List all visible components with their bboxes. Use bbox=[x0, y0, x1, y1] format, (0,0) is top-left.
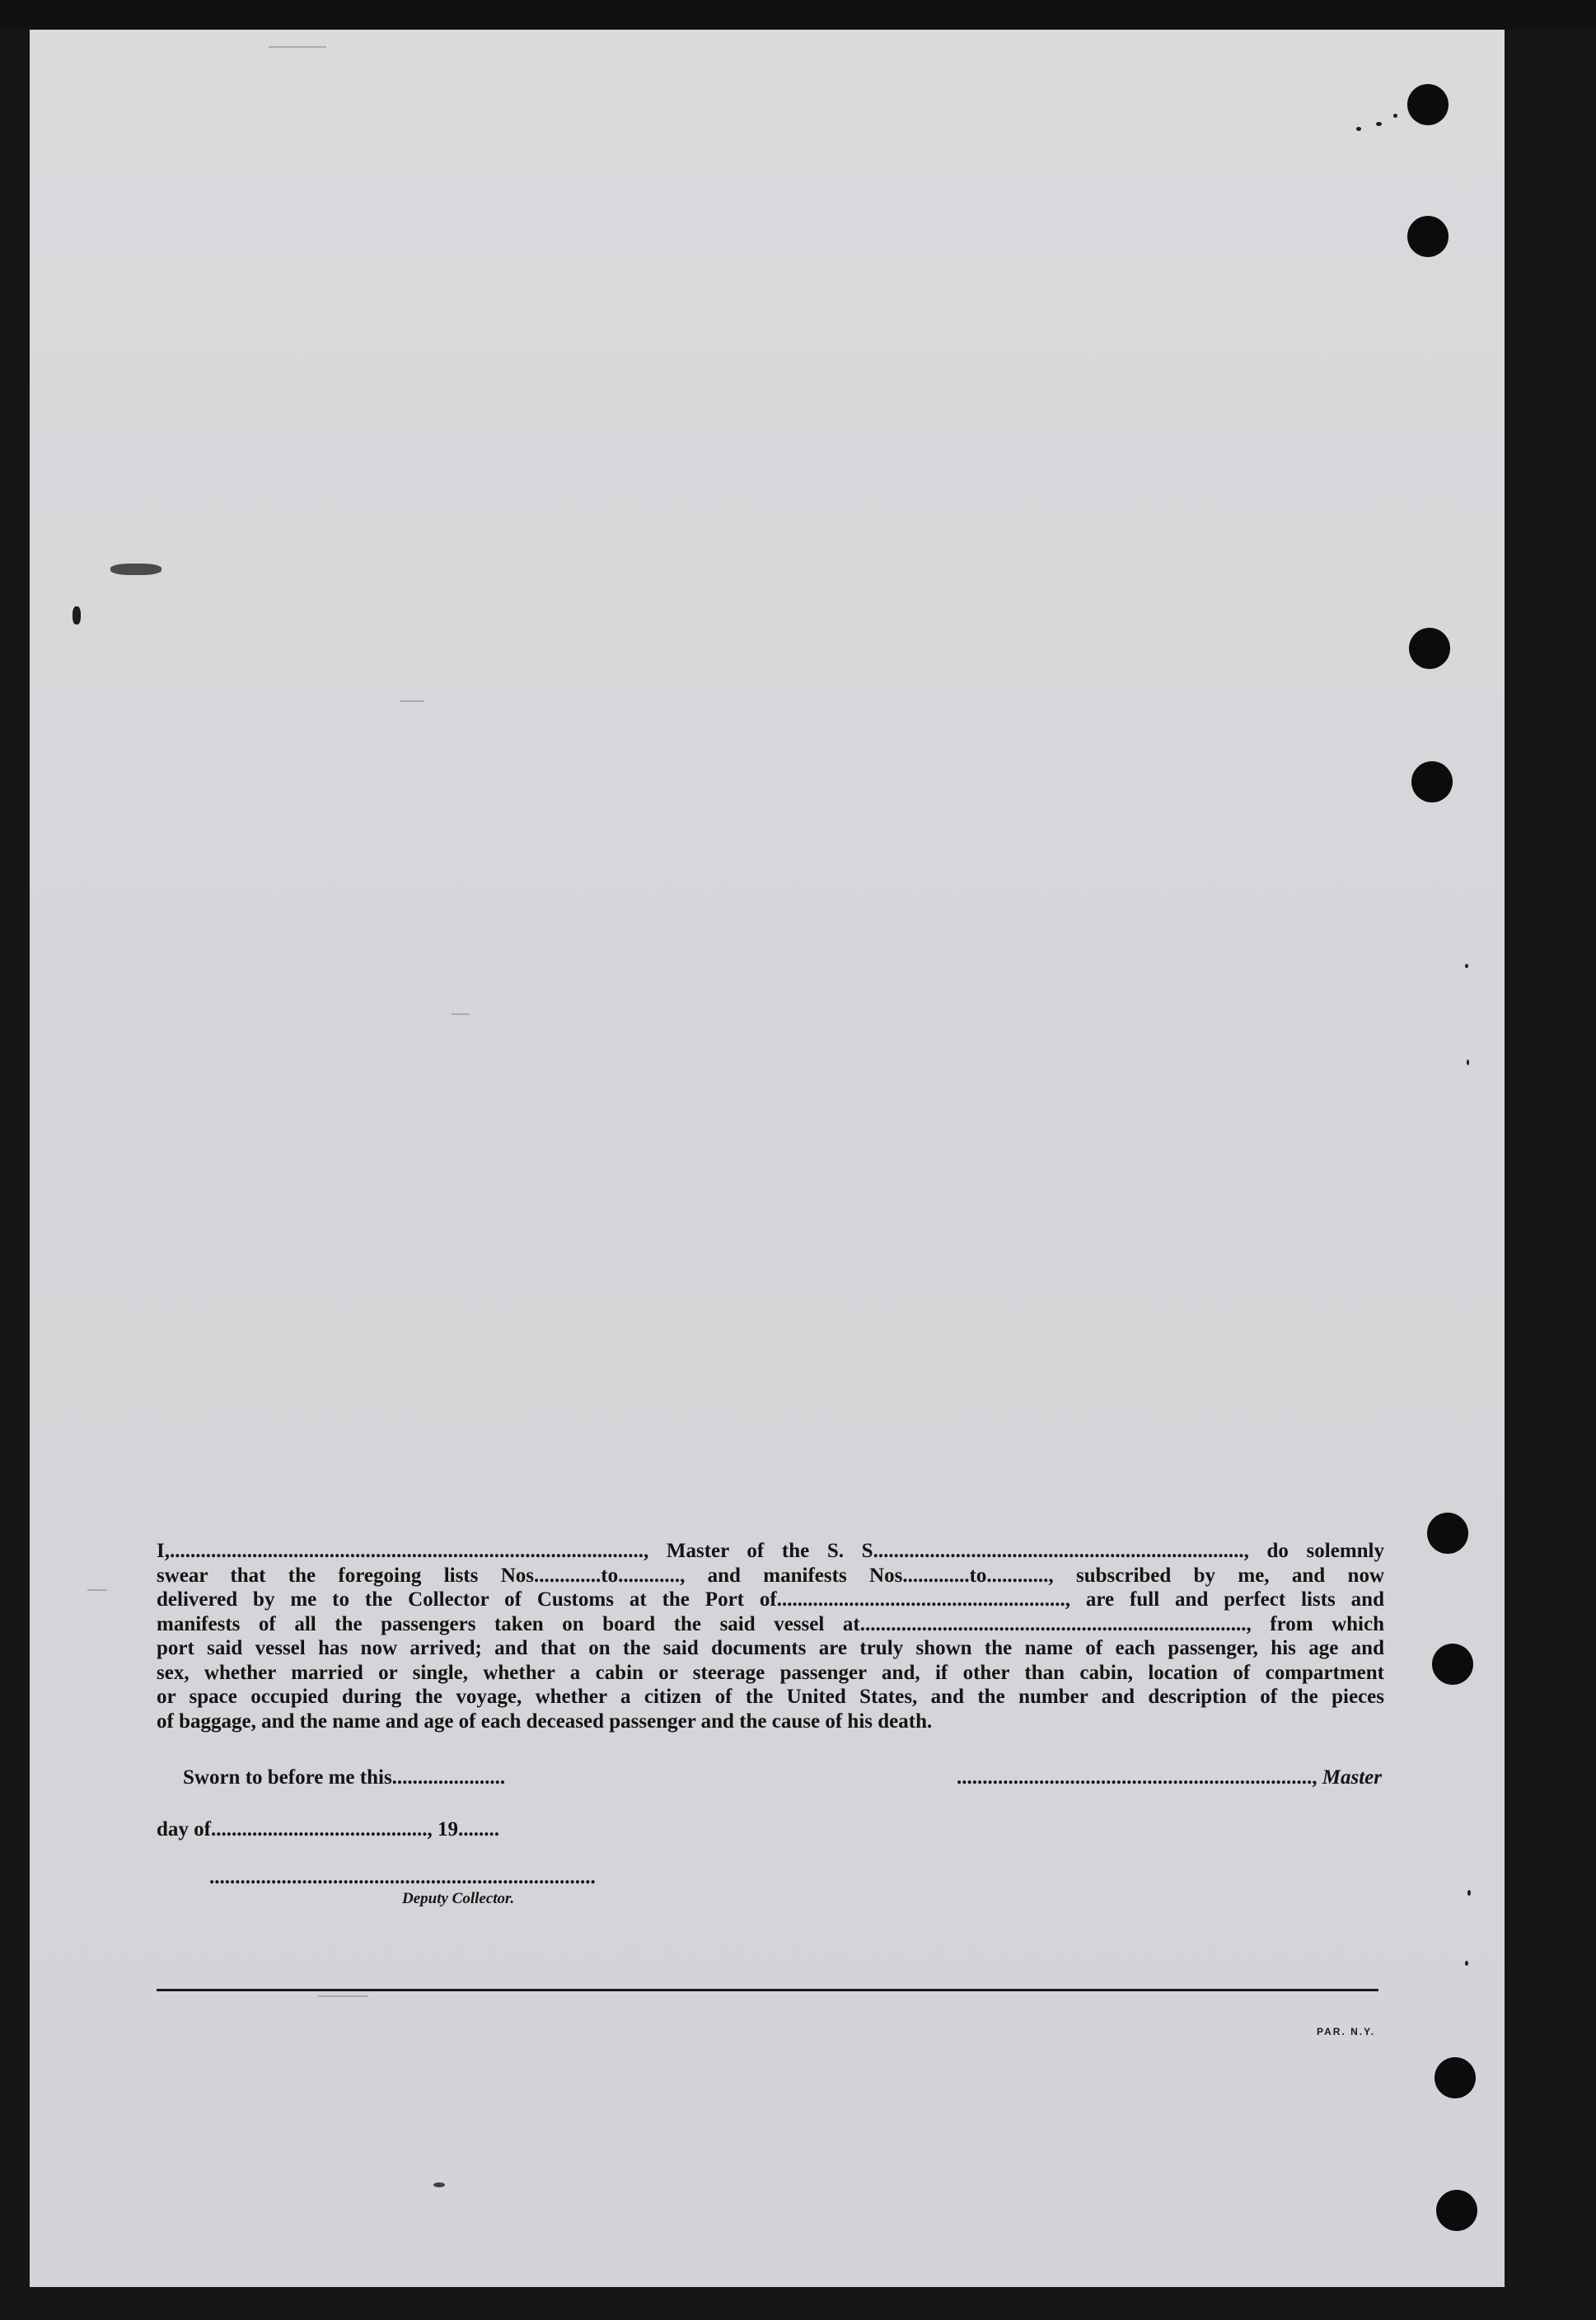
binder-hole bbox=[1409, 628, 1450, 669]
horizontal-rule bbox=[157, 1989, 1378, 1991]
ink-speck bbox=[433, 2182, 445, 2187]
oath-line: manifests of all the passengers taken on board the said vessel at..........................................................................., from which bbox=[157, 1612, 1384, 1635]
oath-line: delivered by me to the Collector of Customs at the Port of........................................................, are full and perfect lists and bbox=[157, 1588, 1384, 1611]
binder-hole bbox=[1407, 84, 1449, 125]
manifest-page bbox=[30, 30, 1505, 2287]
ink-speck bbox=[1467, 1890, 1471, 1896]
binder-hole bbox=[1435, 2057, 1476, 2098]
faint-mark bbox=[452, 1013, 470, 1015]
ink-speck bbox=[1465, 1961, 1468, 1966]
deputy-signature-dots: ........................................................................... bbox=[209, 1866, 596, 1888]
printer-mark: PAR. N.Y. bbox=[1317, 2026, 1376, 2037]
sworn-before-line: Sworn to before me this...................... bbox=[183, 1766, 506, 1789]
oath-paragraph bbox=[157, 1539, 1384, 1733]
master-signature-dots: ....................................................................., bbox=[957, 1766, 1318, 1789]
binder-hole bbox=[1427, 1513, 1468, 1554]
binder-hole bbox=[1407, 216, 1449, 257]
ink-speck bbox=[1467, 1059, 1469, 1065]
binder-hole bbox=[1411, 761, 1453, 802]
oath-line: I,............................................................................................, Master of the S. S........................................................................, do solemnly bbox=[157, 1540, 1384, 1562]
faint-mark bbox=[400, 700, 424, 702]
oath-line: swear that the foregoing lists Nos.............to............, and manifests Nos.............to............, subscribed by me, and now bbox=[157, 1564, 1384, 1587]
scan-border-top bbox=[0, 0, 1596, 30]
ink-speck bbox=[1393, 114, 1397, 118]
master-label: Master bbox=[1322, 1766, 1382, 1789]
ink-smudge bbox=[110, 564, 161, 575]
deputy-collector-label: Deputy Collector. bbox=[402, 1890, 515, 1907]
binder-hole bbox=[1432, 1644, 1473, 1685]
oath-line: of baggage, and the name and age of each deceased passenger and the cause of his death. bbox=[157, 1710, 933, 1733]
oath-line: sex, whether married or single, whether a cabin or steerage passenger and, if other than cabin, location of compartment bbox=[157, 1661, 1384, 1684]
oath-line: port said vessel has now arrived; and that on the said documents are truly shown the name of each passenger, his age and bbox=[157, 1637, 1384, 1659]
faint-mark bbox=[269, 46, 326, 48]
ink-speck bbox=[1465, 964, 1468, 968]
oath-line: or space occupied during the voyage, whether a citizen of the United States, and the number and description of the pieces bbox=[157, 1686, 1384, 1708]
faint-mark bbox=[87, 1589, 107, 1591]
day-of-line: day of.........................................., 19........ bbox=[157, 1818, 499, 1841]
ink-smudge bbox=[73, 606, 81, 624]
master-signature-line bbox=[878, 1766, 1382, 1789]
ink-speck bbox=[1356, 127, 1361, 131]
ink-speck bbox=[1376, 122, 1382, 126]
binder-hole bbox=[1436, 2190, 1477, 2231]
faint-mark bbox=[318, 1995, 367, 1997]
